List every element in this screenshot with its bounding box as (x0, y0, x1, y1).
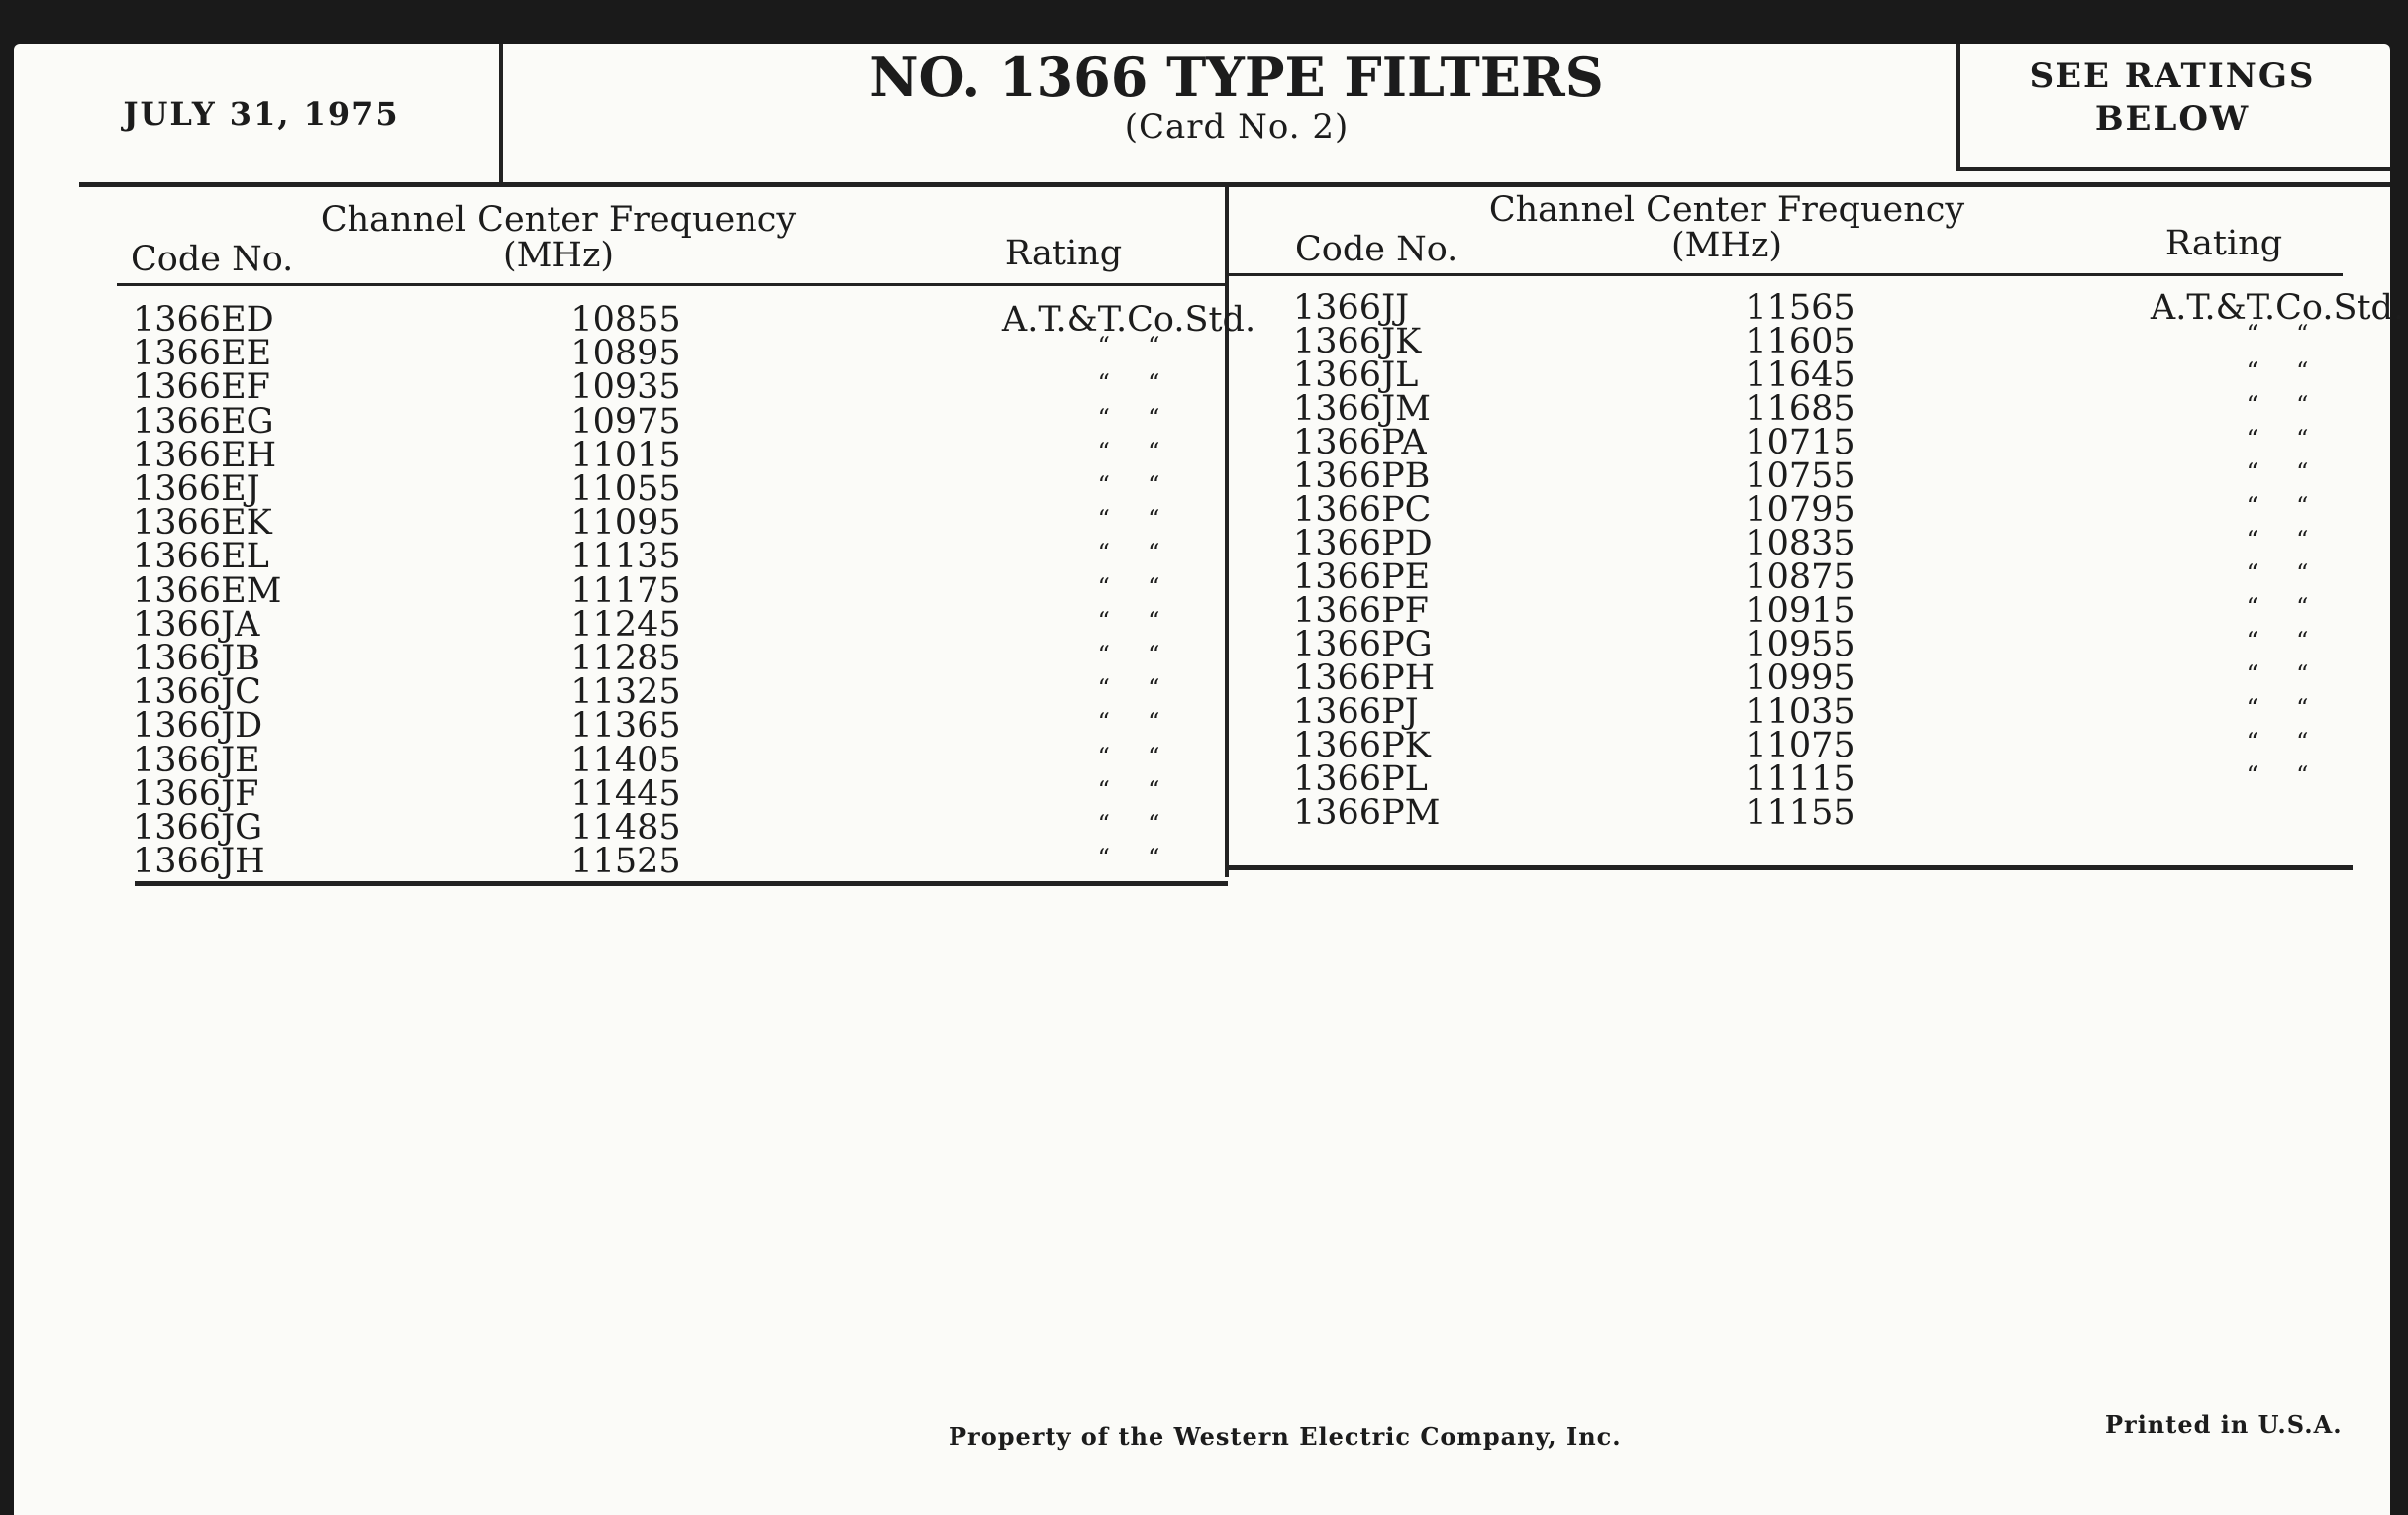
code-cell: 1366PK (1293, 726, 1431, 765)
ratings-note (1974, 55, 2370, 141)
table-row (1293, 692, 2382, 732)
code-cell: 1366PL (1293, 759, 1428, 799)
rating-cell: “ “ (2246, 728, 2309, 756)
header-divider-left (499, 44, 503, 182)
code-cell: 1366JA (133, 604, 260, 645)
rating-cell: “ “ (1097, 775, 1160, 804)
frequency-cell: 10995 (1745, 658, 1856, 698)
table-row (133, 672, 1222, 713)
table-row (1293, 658, 2382, 698)
footer-printed: Printed in U.S.A. (2105, 1410, 2343, 1439)
right-freq-header-line2: (MHz) (1670, 226, 1783, 265)
code-cell: 1366PF (1293, 591, 1429, 631)
table-row (1293, 793, 2382, 833)
frequency-cell: 11485 (570, 808, 681, 848)
left-freq-header-line1: Channel Center Frequency (320, 200, 797, 240)
rating-cell: “ “ (1097, 810, 1160, 838)
right-freq-header (1469, 192, 1984, 263)
frequency-cell: 11525 (570, 842, 681, 882)
frequency-cell: 11325 (570, 672, 681, 713)
code-cell: 1366EE (133, 334, 272, 374)
frequency-cell: 10915 (1745, 591, 1856, 631)
code-cell: 1366PG (1293, 625, 1433, 664)
right-bottom-rule (1228, 865, 2353, 870)
table-row (1293, 490, 2382, 530)
rating-cell: “ “ (1097, 674, 1160, 703)
frequency-cell: 11605 (1745, 322, 1856, 361)
table-row (133, 842, 1222, 882)
rating-cell: “ “ (2246, 559, 2309, 587)
rating-cell: “ “ (1097, 708, 1160, 737)
frequency-cell: 10795 (1745, 490, 1856, 530)
frequency-cell: 10715 (1745, 423, 1856, 462)
table-row (133, 604, 1222, 645)
table-row (1293, 320, 2382, 361)
code-cell: 1366EK (133, 503, 272, 544)
frequency-cell: 11405 (570, 740, 681, 780)
frequency-cell: 11685 (1745, 389, 1856, 429)
table-row (133, 773, 1222, 814)
frequency-cell: 11135 (570, 537, 681, 577)
rating-cell: “ “ (1097, 844, 1160, 872)
rating-cell: “ “ (1097, 742, 1160, 770)
code-cell: 1366JK (1293, 322, 1422, 361)
header-rule (1956, 167, 2390, 171)
rating-cell: “ “ (1097, 505, 1160, 534)
right-header-rule (1228, 273, 2343, 276)
table-row (1293, 524, 2382, 563)
code-cell: 1366JB (133, 639, 260, 678)
rating-cell: “ “ (2246, 694, 2309, 722)
rating-cell: “ “ (2246, 761, 2309, 789)
rating-cell: “ “ (2246, 320, 2309, 348)
table-row (1293, 726, 2382, 765)
code-cell: 1366PH (1293, 658, 1436, 698)
card-date: JULY 31, 1975 (123, 95, 400, 133)
code-cell: 1366PE (1293, 557, 1431, 597)
right-freq-header-line1: Channel Center Frequency (1488, 190, 1965, 230)
code-cell: 1366EL (133, 537, 269, 577)
code-cell: 1366PM (1293, 793, 1441, 833)
frequency-cell: 11095 (570, 503, 681, 544)
frequency-cell: 11055 (570, 469, 681, 509)
rating-cell: “ “ (1097, 403, 1160, 432)
frequency-cell: 10975 (570, 401, 681, 442)
frequency-cell: 10935 (570, 367, 681, 408)
code-cell: 1366JC (133, 672, 261, 713)
code-cell: 1366EM (133, 570, 282, 611)
code-cell: 1366JD (133, 706, 263, 747)
table-row (133, 367, 1222, 408)
left-bottom-rule (135, 881, 1228, 886)
code-cell: 1366EG (133, 401, 274, 442)
rating-cell: “ “ (2246, 357, 2309, 385)
frequency-cell: 11155 (1745, 793, 1856, 833)
rating-cell: “ “ (2246, 660, 2309, 688)
right-rating-header: Rating (2164, 224, 2283, 263)
code-cell: 1366JE (133, 740, 260, 780)
left-code-header: Code No. (131, 240, 294, 279)
code-cell: 1366JL (1293, 355, 1419, 395)
frequency-cell: 10875 (1745, 557, 1856, 597)
table-row (1293, 389, 2382, 429)
frequency-cell: 11645 (1745, 355, 1856, 395)
table-row (1293, 355, 2382, 395)
table-row (1293, 625, 2382, 664)
frequency-cell: 10895 (570, 334, 681, 374)
rating-cell: “ “ (1097, 437, 1160, 465)
rating-cell: “ “ (2246, 593, 2309, 621)
frequency-cell: 11115 (1745, 759, 1856, 799)
frequency-cell: 11035 (1745, 692, 1856, 732)
code-cell: 1366JH (133, 842, 265, 882)
rating-cell: “ “ (2246, 391, 2309, 419)
table-row (133, 503, 1222, 544)
table-row (133, 706, 1222, 747)
code-cell: 1366PB (1293, 456, 1431, 496)
table-row (133, 332, 1222, 374)
frequency-cell: 11075 (1745, 726, 1856, 765)
rating-cell: “ “ (2246, 526, 2309, 554)
frequency-cell: 11565 (1745, 288, 1856, 328)
left-freq-header (311, 202, 806, 273)
rating-cell: A.T.&T.Co.Std. (2150, 288, 2405, 328)
code-cell: 1366PA (1293, 423, 1427, 462)
rating-cell: “ “ (2246, 458, 2309, 486)
code-cell: 1366PD (1293, 524, 1433, 563)
code-cell: 1366PC (1293, 490, 1432, 530)
table-row (1293, 423, 2382, 462)
table-row (133, 570, 1222, 611)
ratings-note-line1: SEE RATINGS (2029, 56, 2316, 96)
table-row (1293, 557, 2382, 597)
rating-cell: “ “ (1097, 471, 1160, 499)
code-cell: 1366EF (133, 367, 270, 408)
card-number: (Card No. 2) (1124, 107, 1350, 147)
frequency-cell: 10955 (1745, 625, 1856, 664)
table-row (133, 537, 1222, 577)
code-cell: 1366JM (1293, 389, 1431, 429)
code-cell: 1366PJ (1293, 692, 1419, 732)
frequency-cell: 11445 (570, 773, 681, 814)
ratings-note-line2: BELOW (2094, 99, 2251, 139)
rating-cell: “ “ (1097, 606, 1160, 635)
rating-cell: “ “ (2246, 425, 2309, 453)
rating-cell: “ “ (1097, 369, 1160, 398)
table-row (133, 469, 1222, 509)
rating-cell: “ “ (2246, 627, 2309, 655)
right-code-header: Code No. (1295, 230, 1458, 269)
table-row (1293, 456, 2382, 496)
table-row (1293, 591, 2382, 631)
header-rule-main (79, 182, 2390, 187)
frequency-cell: 10835 (1745, 524, 1856, 563)
code-cell: 1366EJ (133, 469, 260, 509)
frequency-cell: 11245 (570, 604, 681, 645)
frequency-cell: 11365 (570, 706, 681, 747)
frequency-cell: 10755 (1745, 456, 1856, 496)
table-row (133, 740, 1222, 780)
table-row (133, 435, 1222, 475)
code-cell: 1366JJ (1293, 288, 1410, 328)
code-cell: 1366JF (133, 773, 259, 814)
rating-cell: “ “ (2246, 492, 2309, 520)
rating-cell: A.T.&T.Co.Std. (1001, 300, 1256, 340)
rating-cell: “ “ (1097, 572, 1160, 601)
left-header-rule (117, 283, 1226, 286)
rating-cell: “ “ (1097, 539, 1160, 567)
footer-property: Property of the Western Electric Company, Inc. (949, 1422, 1622, 1451)
table-row (133, 808, 1222, 848)
table-row (133, 401, 1222, 442)
code-cell: 1366JG (133, 808, 263, 848)
page-title: NO. 1366 TYPE FILTERS (869, 46, 1604, 109)
filter-card (14, 44, 2405, 1515)
rating-cell: “ “ (1097, 332, 1160, 360)
left-rating-header: Rating (1004, 234, 1123, 273)
frequency-cell: 11285 (570, 639, 681, 678)
left-freq-header-line2: (MHz) (502, 236, 615, 275)
frequency-cell: 10855 (570, 300, 681, 340)
table-row (1293, 759, 2382, 799)
frequency-cell: 11015 (570, 435, 681, 475)
frequency-cell: 11175 (570, 570, 681, 611)
table-row (133, 639, 1222, 678)
code-cell: 1366EH (133, 435, 277, 475)
code-cell: 1366ED (133, 300, 274, 340)
rating-cell: “ “ (1097, 641, 1160, 668)
